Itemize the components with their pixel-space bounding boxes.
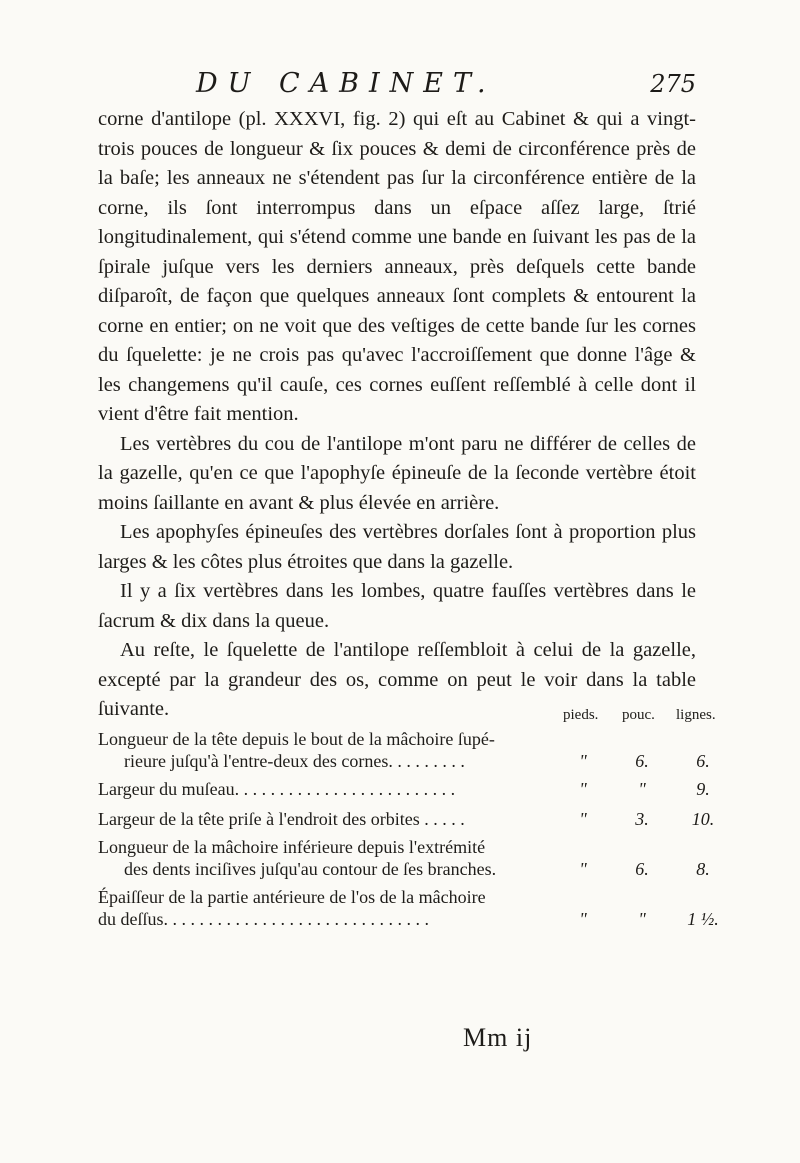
paragraph: Les vertèbres du cou de l'antilope m'ont paru ne différer de celles de la gazelle, qu'en ce que l'apophyſe épineuſe de la ſeconde vertèbre étoit moins ſaillante en avant & plus élevée en arrière.	[98, 432, 696, 514]
cell-pouces: 6.	[635, 751, 649, 771]
signature-mark: Mm ij	[463, 1023, 533, 1052]
row-label: Longueur de la tête depuis le bout de la mâchoire ſupé-	[98, 729, 495, 749]
paragraph: Les apophyſes épineuſes des vertèbres dorſales ſont à proportion plus larges & les côtes plus étroites que dans la gazelle.	[98, 521, 696, 573]
cell-pouces: "	[638, 909, 646, 929]
column-header-lignes: lignes.	[676, 707, 716, 723]
page-header	[196, 68, 696, 108]
table-row	[98, 836, 718, 880]
paragraph: Il y a ſix vertèbres dans les lombes, quatre fauſſes vertèbres dans le ſacrum & dix dans la queue.	[98, 580, 696, 632]
cell-pieds: "	[579, 809, 587, 829]
cell-pieds: "	[579, 859, 587, 879]
table-header	[98, 704, 718, 726]
row-label-continued: des dents inciſives juſqu'au contour de ſes branches.	[124, 859, 497, 879]
cell-lignes: 9.	[696, 779, 710, 799]
row-label: Longueur de la mâchoire inférieure depuis l'extrémité	[98, 837, 486, 857]
table-row	[98, 808, 718, 830]
cell-pieds: "	[579, 909, 587, 929]
table-row	[98, 886, 718, 930]
row-label: Épaiſſeur de la partie antérieure de l'os de la mâchoire	[98, 887, 486, 907]
cell-pieds: "	[579, 779, 587, 799]
cell-lignes: 10.	[691, 809, 715, 829]
cell-pouces: "	[638, 779, 646, 799]
cell-lignes: 8.	[696, 859, 710, 879]
cell-pieds: "	[579, 751, 587, 771]
page-number: 275	[650, 70, 696, 98]
paragraph: Au reſte, le ſquelette de l'antilope reſſembloit à celui de la gazelle, excepté par la grandeur des os, comme on peut le voir dans la table ſuivante.	[98, 639, 696, 720]
row-label-continued: rieure juſqu'à l'entre-deux des cornes. . . . . . . . .	[124, 751, 465, 771]
cell-lignes: 6.	[696, 751, 710, 771]
cell-lignes: 1 ½.	[687, 909, 719, 929]
row-label-continued: du deſſus. . . . . . . . . . . . . . . . . . . . . . . . . . . . . .	[98, 909, 429, 929]
measurement-table	[98, 704, 718, 930]
running-title: DU CABINET.	[196, 68, 496, 99]
table-row	[98, 778, 718, 800]
cell-pouces: 3.	[635, 809, 649, 829]
row-label: Largeur du muſeau. . . . . . . . . . . . . . . . . . . . . . . . .	[98, 779, 456, 799]
row-label: Largeur de la tête priſe à l'endroit des orbites . . . . .	[98, 809, 465, 829]
cell-pouces: 6.	[635, 859, 649, 879]
table-row	[98, 728, 718, 772]
paragraph: corne d'antilope (pl. XXXVI, fig. 2) qui eſt au Cabinet & qui a vingt-trois pouces de longueur & ſix pouces & demi de circonférence près de la baſe; les anneaux ne s'étendent pas ſur la circonférence entière de la corne, ils ſont interrompus dans un eſpace aſſez large, ſtrié longitudinalement, qui s'étend comme une bande en ſuivant les pas de la ſpirale juſque vers les derniers anneaux, près deſquels cette bande diſparoît, de façon que quelques anneaux ſont complets & entourent la corne en entier; on ne voit que des veſtiges de cette bande ſur les cornes du ſquelette: je ne crois pas qu'avec l'accroiſſement que donne l'âge & les changemens qu'il cauſe, ces cornes euſſent reſſemblé à celle dont il vient d'être fait mention.	[98, 108, 696, 425]
column-header-pouces: pouc.	[622, 707, 655, 723]
body-text	[98, 105, 696, 725]
column-header-pieds: pieds.	[563, 707, 599, 723]
